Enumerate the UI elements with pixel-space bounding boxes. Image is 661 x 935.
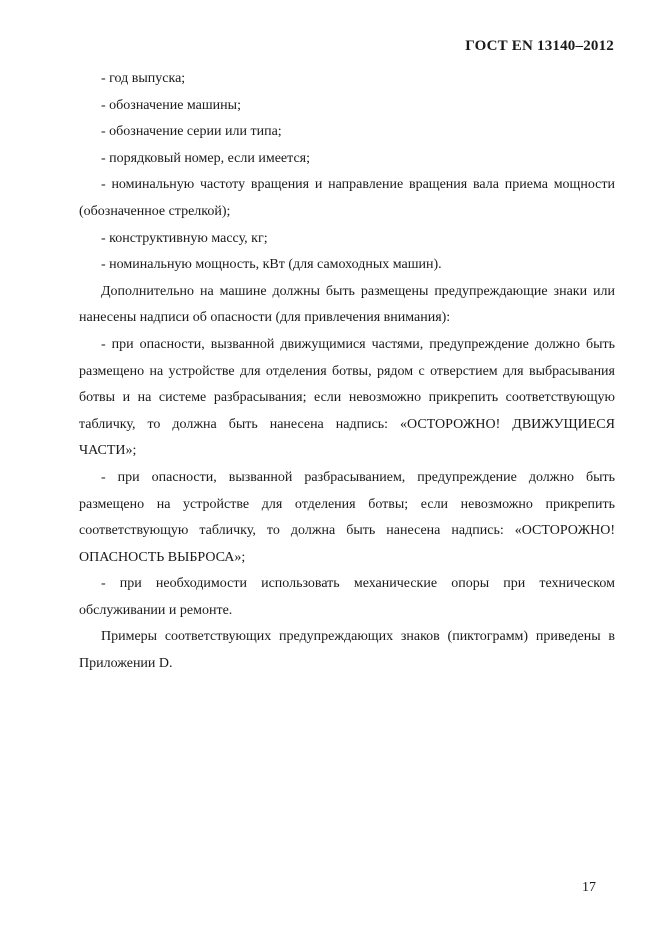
- paragraph-annex-reference: Примеры соответствующих предупреждающих знаков (пиктограмм) приведены в Приложении D.: [79, 629, 615, 672]
- document-body: [79, 66, 615, 678]
- page-number: 17: [582, 880, 596, 895]
- list-item-rotation-speed: - номинальную частоту вращения и направление вращения вала приема мощности (обозначенное стрелкой);: [79, 177, 615, 219]
- list-item-machine-designation: - обозначение машины;: [101, 97, 241, 113]
- list-item-mechanical-supports: - при необходимости использовать механические опоры при техническом обслуживании и ремонте.: [79, 576, 615, 618]
- list-item-series-type: - обозначение серии или типа;: [101, 124, 282, 140]
- list-item-serial-number: - порядковый номер, если имеется;: [101, 150, 310, 166]
- list-item-mass: - конструктивную массу, кг;: [101, 230, 268, 246]
- paragraph-warning-signs: Дополнительно на машине должны быть размещены предупреждающие знаки или нанесены надписи об опасности (для привлечения внимания):: [79, 283, 615, 326]
- list-item-year: - год выпуска;: [101, 71, 186, 86]
- list-item-ejection-warning: - при опасности, вызванной разбрасыванием, предупреждение должно быть размещено на устройстве для отделения ботвы; если невозможно прикрепить соответствующую табличку, то должна быть нанесена надпись: «ОСТОРОЖНО! ОПАСНОСТЬ ВЫБРОСА»;: [79, 469, 615, 565]
- list-item-moving-parts-warning: - при опасности, вызванной движущимися частями, предупреждение должно быть размещено на устройстве для отделения ботвы, рядом с отверстием для выбрасывания ботвы и на системе разбрасывания; если невозможно прикрепить соответствующую табличку, то должна быть нанесена надпись: «ОСТОРОЖНО! ДВИЖУЩИЕСЯ ЧАСТИ»;: [79, 336, 615, 459]
- list-item-power: - номинальную мощность, кВт (для самоходных машин).: [101, 257, 442, 273]
- document-code-header: ГОСТ EN 13140–2012: [465, 38, 614, 54]
